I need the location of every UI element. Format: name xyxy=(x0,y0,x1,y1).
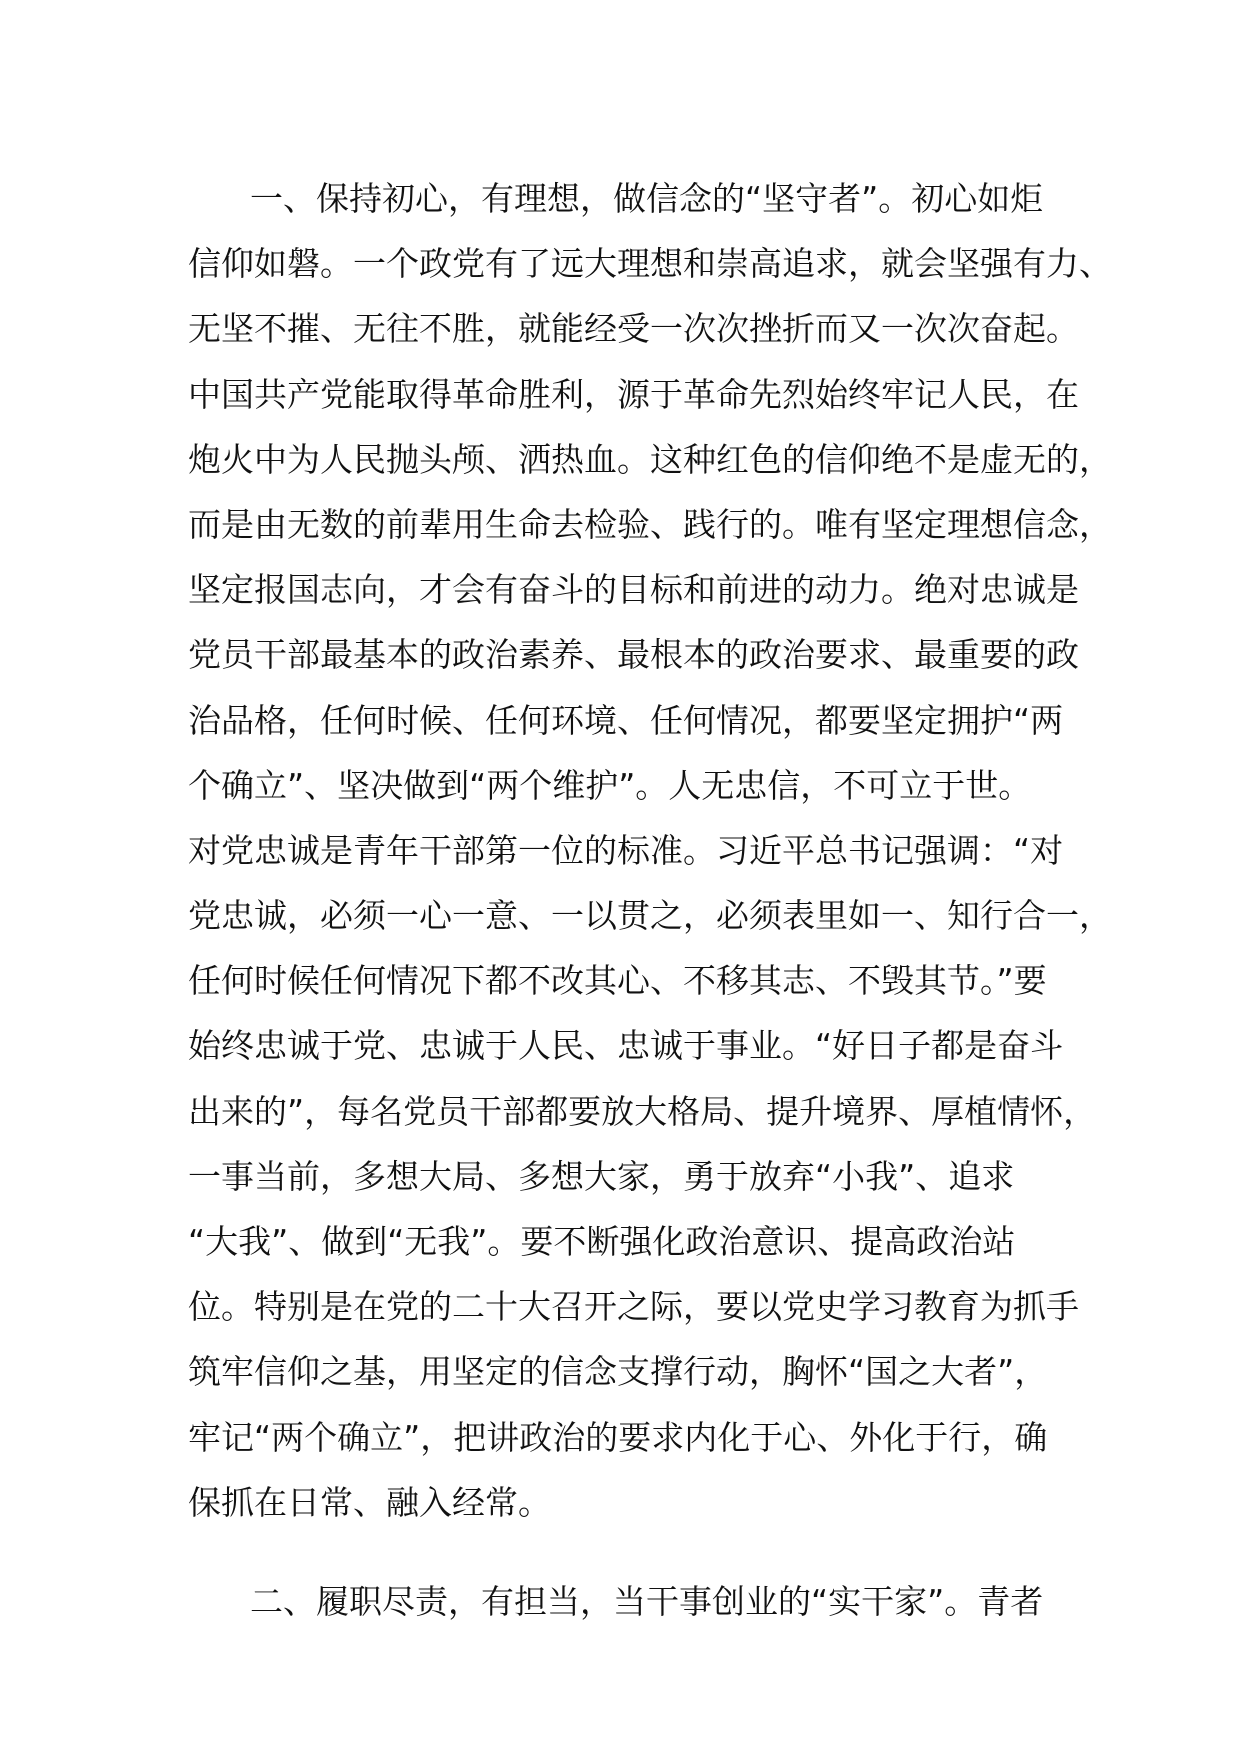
text-line: 任何时候任何情况下都不改其心、不移其志、不毁其节。”要 xyxy=(188,961,1047,1001)
text-line: 中国共产党能取得革命胜利，源于革命先烈始终牢记人民，在 xyxy=(188,374,1079,414)
paragraph-1 xyxy=(188,166,1112,1535)
paragraph-2 xyxy=(188,1569,1088,1634)
text-line: 无坚不摧、无往不胜，就能经受一次次挫折而又一次次奋起。 xyxy=(188,309,1079,349)
text-line: 坚定报国志向，才会有奋斗的目标和前进的动力。绝对忠诚是 xyxy=(188,570,1079,610)
document-body xyxy=(188,166,1112,1634)
text-line: 二、履职尽责，有担当，当干事创业的“实干家”。青者 xyxy=(250,1581,1044,1621)
text-line: 对党忠诚是青年干部第一位的标准。习近平总书记强调：“对 xyxy=(188,830,1064,870)
text-line: 筑牢信仰之基，用坚定的信念支撑行动，胸怀“国之大者”， xyxy=(188,1352,1048,1392)
paragraph-spacer xyxy=(188,1535,1088,1569)
text-line: 位。特别是在党的二十大召开之际，要以党史学习教育为抓手 xyxy=(188,1287,1079,1327)
text-line: “大我”、做到“无我”。要不断强化政治意识、提高政治站 xyxy=(188,1222,1016,1261)
text-line: 一、保持初心，有理想，做信念的“坚守者”。初心如炬 xyxy=(250,179,1044,218)
text-line: 而是由无数的前辈用生命去检验、践行的。唯有坚定理想信念， xyxy=(188,504,1112,544)
text-line: 炮火中为人民抛头颅、洒热血。这种红色的信仰绝不是虚无的， xyxy=(188,439,1112,479)
text-line: 党忠诚，必须一心一意、一以贯之，必须表里如一、知行合一， xyxy=(188,896,1112,936)
text-line: 出来的”，每名党员干部都要放大格局、提升境界、厚植情怀， xyxy=(188,1091,1097,1131)
text-line: 一事当前，多想大局、多想大家，勇于放弃“小我”、追求 xyxy=(188,1156,1015,1196)
text-line: 信仰如磐。一个政党有了远大理想和崇高追求，就会坚强有力、 xyxy=(188,244,1112,284)
text-line: 个确立”、坚决做到“两个维护”。人无忠信，不可立于世。 xyxy=(188,765,1032,805)
text-line: 始终忠诚于党、忠诚于人民、忠诚于事业。“好日子都是奋斗 xyxy=(188,1026,1064,1066)
text-line: 牢记“两个确立”，把讲政治的要求内化于心、外化于行，确 xyxy=(188,1417,1048,1457)
text-line: 保抓在日常、融入经常。 xyxy=(188,1482,551,1522)
text-line: 党员干部最基本的政治素养、最根本的政治要求、最重要的政 xyxy=(188,635,1079,675)
text-line: 治品格，任何时候、任何环境、任何情况，都要坚定拥护“两 xyxy=(188,700,1064,740)
